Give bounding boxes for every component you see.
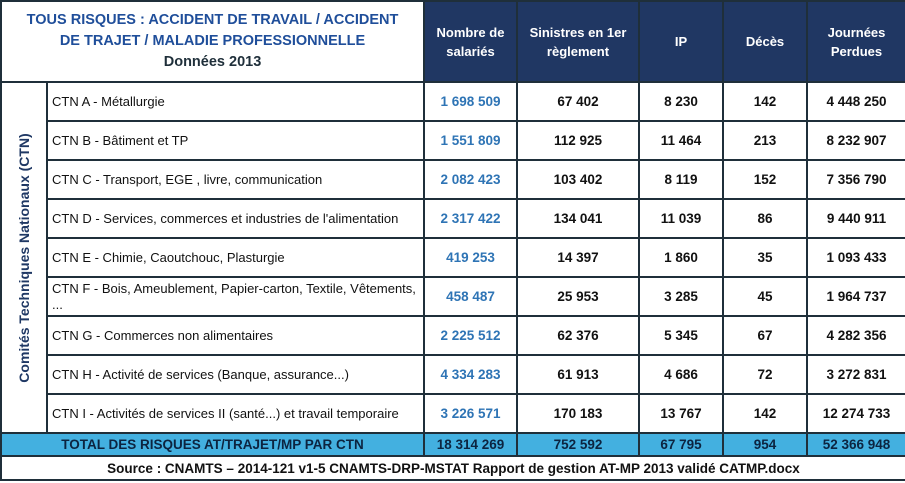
cell-salaries: 1 551 809 (424, 121, 517, 160)
total-row (1, 433, 905, 456)
cell-deces: 213 (723, 121, 807, 160)
cell-ip: 11 464 (639, 121, 723, 160)
source-row (1, 456, 905, 480)
source-note: Source : CNAMTS – 2014-121 v1-5 CNAMTS-DRP-MSTAT Rapport de gestion AT-MP 2013 validé CATMP.docx (1, 456, 905, 480)
row-label: CTN C - Transport, EGE , livre, communication (47, 160, 424, 199)
total-deces: 954 (723, 433, 807, 456)
table-row (1, 277, 905, 316)
row-label: CTN E - Chimie, Caoutchouc, Plasturgie (47, 238, 424, 277)
cell-ip: 11 039 (639, 199, 723, 238)
total-salaries: 18 314 269 (424, 433, 517, 456)
cell-journees: 7 356 790 (807, 160, 905, 199)
header-row (1, 1, 905, 82)
row-label: CTN D - Services, commerces et industries de l'alimentation (47, 199, 424, 238)
cell-ip: 1 860 (639, 238, 723, 277)
cell-journees: 9 440 911 (807, 199, 905, 238)
column-header-salaries: Nombre de salariés (424, 1, 517, 82)
cell-sinistres: 62 376 (517, 316, 639, 355)
row-label: CTN G - Commerces non alimentaires (47, 316, 424, 355)
cell-deces: 86 (723, 199, 807, 238)
table-row (1, 316, 905, 355)
total-journees: 52 366 948 (807, 433, 905, 456)
cell-salaries: 419 253 (424, 238, 517, 277)
cell-salaries: 4 334 283 (424, 355, 517, 394)
cell-deces: 142 (723, 394, 807, 433)
cell-sinistres: 14 397 (517, 238, 639, 277)
row-label: CTN I - Activités de services II (santé...) et travail temporaire (47, 394, 424, 433)
row-label: CTN F - Bois, Ameublement, Papier-carton, Textile, Vêtements, ... (47, 277, 424, 316)
column-header-journees: Journées Perdues (807, 1, 905, 82)
cell-ip: 4 686 (639, 355, 723, 394)
cell-ip: 8 230 (639, 82, 723, 121)
cell-journees: 1 964 737 (807, 277, 905, 316)
row-label: CTN A - Métallurgie (47, 82, 424, 121)
cell-journees: 3 272 831 (807, 355, 905, 394)
cell-salaries: 1 698 509 (424, 82, 517, 121)
cell-salaries: 2 225 512 (424, 316, 517, 355)
column-header-sinistres: Sinistres en 1er règlement (517, 1, 639, 82)
cell-salaries: 3 226 571 (424, 394, 517, 433)
cell-sinistres: 103 402 (517, 160, 639, 199)
cell-ip: 3 285 (639, 277, 723, 316)
cell-journees: 4 282 356 (807, 316, 905, 355)
cell-journees: 12 274 733 (807, 394, 905, 433)
column-header-ip: IP (639, 1, 723, 82)
row-label: CTN H - Activité de services (Banque, assurance...) (47, 355, 424, 394)
side-label: Comités Techniques Nationaux (CTN) (16, 132, 32, 383)
title-line-1: TOUS RISQUES : ACCIDENT DE TRAVAIL / ACCIDENT (26, 12, 399, 28)
cell-deces: 35 (723, 238, 807, 277)
table-row (1, 160, 905, 199)
row-label: CTN B - Bâtiment et TP (47, 121, 424, 160)
cell-salaries: 2 317 422 (424, 199, 517, 238)
table-row (1, 121, 905, 160)
cell-deces: 72 (723, 355, 807, 394)
cell-deces: 45 (723, 277, 807, 316)
table-row (1, 238, 905, 277)
cell-deces: 152 (723, 160, 807, 199)
cell-sinistres: 112 925 (517, 121, 639, 160)
side-label-cell (1, 82, 47, 433)
total-ip: 67 795 (639, 433, 723, 456)
cell-sinistres: 25 953 (517, 277, 639, 316)
table-title (1, 1, 424, 82)
table-row (1, 199, 905, 238)
cell-sinistres: 61 913 (517, 355, 639, 394)
title-line-2: DE TRAJET / MALADIE PROFESSIONNELLE (59, 33, 366, 49)
table-row (1, 355, 905, 394)
cell-journees: 8 232 907 (807, 121, 905, 160)
cell-journees: 1 093 433 (807, 238, 905, 277)
cell-deces: 142 (723, 82, 807, 121)
table-row (1, 394, 905, 433)
total-label: TOTAL DES RISQUES AT/TRAJET/MP PAR CTN (1, 433, 424, 456)
cell-salaries: 2 082 423 (424, 160, 517, 199)
cell-ip: 8 119 (639, 160, 723, 199)
cell-ip: 13 767 (639, 394, 723, 433)
total-sinistres: 752 592 (517, 433, 639, 456)
cell-sinistres: 170 183 (517, 394, 639, 433)
cell-ip: 5 345 (639, 316, 723, 355)
cell-deces: 67 (723, 316, 807, 355)
cell-journees: 4 448 250 (807, 82, 905, 121)
cell-sinistres: 134 041 (517, 199, 639, 238)
cell-salaries: 458 487 (424, 277, 517, 316)
column-header-deces: Décès (723, 1, 807, 82)
cell-sinistres: 67 402 (517, 82, 639, 121)
title-year: Données 2013 (163, 54, 262, 70)
table-row (1, 82, 905, 121)
